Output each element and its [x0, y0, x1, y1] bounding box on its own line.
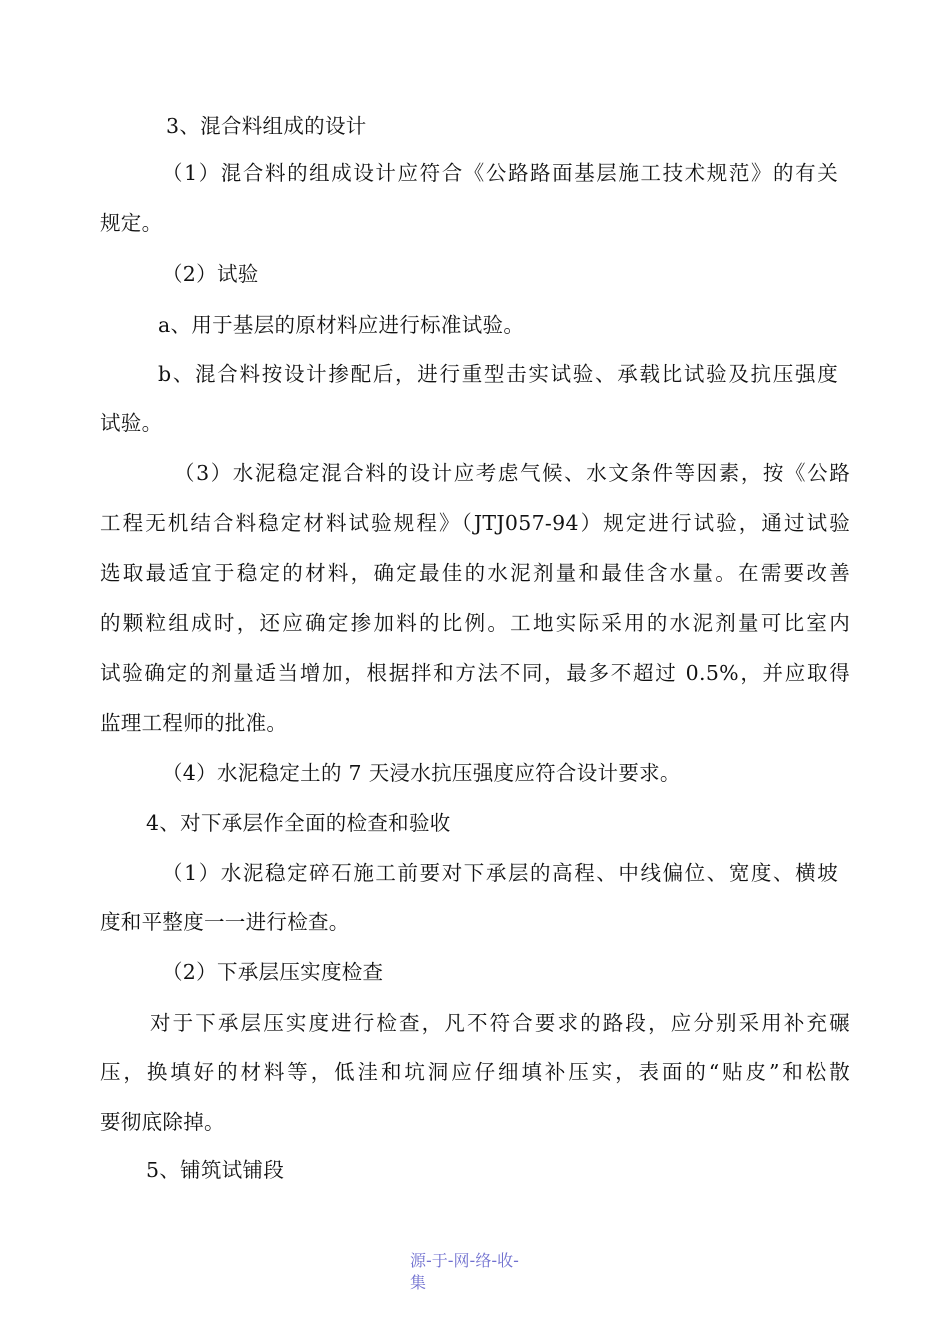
paragraph-line: 选取最适宜于稳定的材料，确定最佳的水泥剂量和最佳含水量。在需要改善 [100, 561, 850, 585]
paragraph-line: 工程无机结合料稳定材料试验规程》（JTJ057-94）规定进行试验，通过试验 [100, 511, 850, 535]
paragraph-line: （3）水泥稳定混合料的设计应考虑气候、水文条件等因素，按《公路 [174, 461, 850, 485]
paragraph-line: 试验确定的剂量适当增加，根据拌和方法不同，最多不超过 0.5%，并应取得 [100, 661, 850, 685]
paragraph-line: 规定。 [100, 211, 163, 235]
paragraph-line: （1）混合料的组成设计应符合《公路路面基层施工技术规范》的有关 [162, 161, 838, 185]
footer-line-2: 集 [410, 1273, 427, 1292]
paragraph-line: 对于下承层压实度进行检查，凡不符合要求的路段，应分别采用补充碾 [150, 1011, 850, 1035]
paragraph-line: b、混合料按设计掺配后，进行重型击实试验、承载比试验及抗压强度 [158, 362, 838, 386]
subheading: （2）下承层压实度检查 [162, 960, 384, 984]
paragraph-line: 监理工程师的批准。 [100, 711, 288, 735]
paragraph-line: 度和平整度一一进行检查。 [100, 910, 350, 934]
paragraph-line: 压，换填好的材料等，低洼和坑洞应仔细填补压实，表面的“贴皮”和松散 [100, 1060, 850, 1084]
heading-3: 3、混合料组成的设计 [166, 114, 367, 138]
paragraph-line: 的颗粒组成时，还应确定掺加料的比例。工地实际采用的水泥剂量可比室内 [100, 611, 850, 635]
footer-line-1: 源-于-网-络-收- [410, 1251, 519, 1270]
paragraph-line: （1）水泥稳定碎石施工前要对下承层的高程、中线偏位、宽度、横坡 [162, 861, 838, 885]
subheading: （2）试验 [162, 262, 259, 286]
footer-watermark [410, 1250, 550, 1294]
paragraph-line: 要彻底除掉。 [100, 1110, 225, 1134]
heading-5: 5、铺筑试铺段 [146, 1158, 285, 1182]
paragraph-line: 试验。 [100, 411, 163, 435]
heading-4: 4、对下承层作全面的检查和验收 [146, 811, 451, 835]
paragraph-line: a、用于基层的原材料应进行标准试验。 [158, 313, 525, 337]
paragraph-line: （4）水泥稳定土的 7 天浸水抗压强度应符合设计要求。 [162, 761, 681, 785]
